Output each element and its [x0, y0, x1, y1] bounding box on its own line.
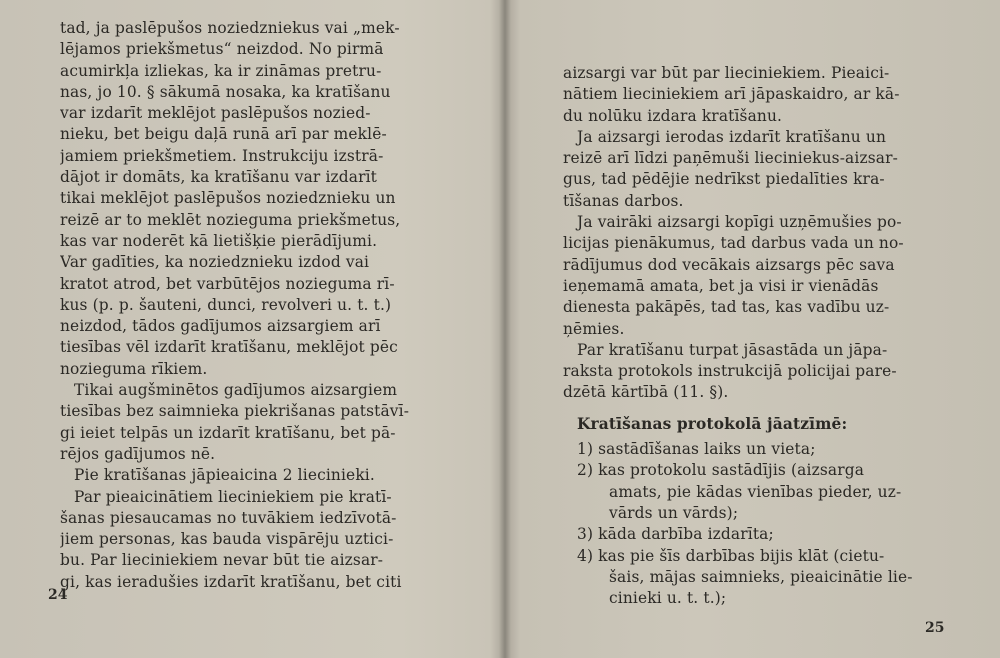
list-item: 1) sastādīšanas laiks un vieta;	[577, 440, 816, 459]
text-line: licijas pienākumus, tad darbus vada un no-	[563, 234, 904, 253]
text-line: nas, jo 10. § sākumā nosaka, ka kratīšanu	[60, 82, 391, 101]
text-line: Ja vairāki aizsargi kopīgi uzņēmušies po-	[577, 213, 902, 232]
text-line: gus, tad pēdējie nedrīkst piedalīties kra-	[563, 170, 885, 189]
text-line: kas var noderēt kā lietišķie pierādījumi.	[60, 231, 378, 250]
page-number-left: 24	[48, 587, 68, 603]
text-line: nātiem lieciniekiem arī jāpaskaidro, ar kā-	[563, 85, 900, 104]
right-page	[505, 0, 1000, 658]
list-item-continuation: šais, mājas saimnieks, pieaicinātie lie-	[609, 567, 913, 586]
text-line: acumirkļa izliekas, ka ir zināmas pretru-	[60, 61, 382, 80]
text-line: tīšanas darbos.	[563, 191, 684, 210]
list-item: 3) kāda darbība izdarīta;	[577, 525, 774, 544]
text-line: ieņemamā amata, bet ja visi ir vienādās	[563, 276, 879, 295]
text-line: aizsargi var būt par lieciniekiem. Pieaici-	[563, 64, 890, 82]
list-item: 4) kas pie šīs darbības bijis klāt (cietu-	[577, 546, 885, 565]
text-line: raksta protokols instrukcijā policijai pare-	[563, 362, 897, 381]
text-line: tiesības bez saimnieka piekrišanas patstāvī-	[60, 402, 410, 421]
text-line: kus (p. p. šauteni, dunci, revolveri u. t. t.)	[60, 295, 392, 314]
text-line: tikai meklējot paslēpušos noziedznieku un	[60, 189, 396, 208]
text-line: Par kratīšanu turpat jāsastāda un jāpa-	[577, 340, 888, 359]
left-page-text	[60, 18, 448, 593]
text-line: reizē arī līdzi paņēmuši lieciniekus-aizsar-	[563, 149, 898, 168]
text-line: dājot ir domāts, ka kratīšanu var izdarīt	[60, 168, 378, 187]
text-line: dzētā kārtībā (11. §).	[563, 383, 729, 402]
text-line: var izdarīt meklējot paslēpušos nozied-	[60, 104, 371, 123]
list-item: 2) kas protokolu sastādījis (aizsarga	[577, 461, 865, 480]
text-line: šanas piesaucamas no tuvākiem iedzīvotā-	[60, 508, 397, 527]
text-line: gi, kas ieradušies izdarīt kratīšanu, bet citi	[60, 572, 402, 591]
text-line: rādījumus dod vecākais aizsargs pēc sava	[563, 255, 895, 274]
text-line: kratot atrod, bet varbūtējos nozieguma rī-	[60, 274, 395, 293]
text-line: tiesības vēl izdarīt kratīšanu, meklējot pēc	[60, 338, 398, 357]
text-line: jiem personas, kas bauda vispārēju uztici-	[60, 530, 394, 549]
text-line: Tikai augšminētos gadījumos aizsargiem	[74, 381, 398, 400]
text-line: dienesta pakāpēs, tad tas, kas vadību uz-	[563, 298, 890, 317]
text-line: Ja aizsargi ierodas izdarīt kratīšanu un	[577, 127, 887, 146]
protocol-heading: Kratīšanas protokolā jāatzīmē:	[577, 414, 848, 433]
text-line: neizdod, tādos gadījumos aizsargiem arī	[60, 317, 381, 336]
text-line: gi ieiet telpās un izdarīt kratīšanu, bet pā-	[60, 423, 396, 442]
page-number-right: 25	[925, 620, 945, 636]
right-page-text	[563, 63, 953, 609]
text-line: du nolūku izdara kratīšanu.	[563, 106, 783, 125]
text-line: reizē ar to meklēt nozieguma priekšmetus,	[60, 210, 401, 229]
text-line: Pie kratīšanas jāpieaicina 2 liecinieki.	[74, 466, 375, 485]
text-line: Var gadīties, ka noziedznieku izdod vai	[60, 253, 370, 272]
list-item-continuation: cinieki u. t. t.);	[609, 589, 727, 608]
text-line: tad, ja paslēpušos noziedzniekus vai „mek-	[60, 19, 400, 37]
text-line: Par pieaicinātiem lieciniekiem pie kratī-	[74, 487, 392, 506]
text-line: bu. Par lieciniekiem nevar būt tie aizsar-	[60, 551, 384, 570]
list-item-continuation: amats, pie kādas vienības pieder, uz-	[609, 482, 902, 501]
text-line: nozieguma rīkiem.	[60, 359, 208, 378]
list-item-continuation: vārds un vārds);	[609, 503, 739, 522]
text-line: ņēmies.	[563, 319, 625, 338]
text-line: jamiem priekšmetiem. Instrukciju izstrā-	[60, 146, 384, 165]
text-line: lējamos priekšmetus“ neizdod. No pirmā	[60, 40, 384, 59]
text-line: rējos gadījumos nē.	[60, 444, 216, 463]
text-line: nieku, bet beigu daļā runā arī par meklē-	[60, 125, 387, 144]
